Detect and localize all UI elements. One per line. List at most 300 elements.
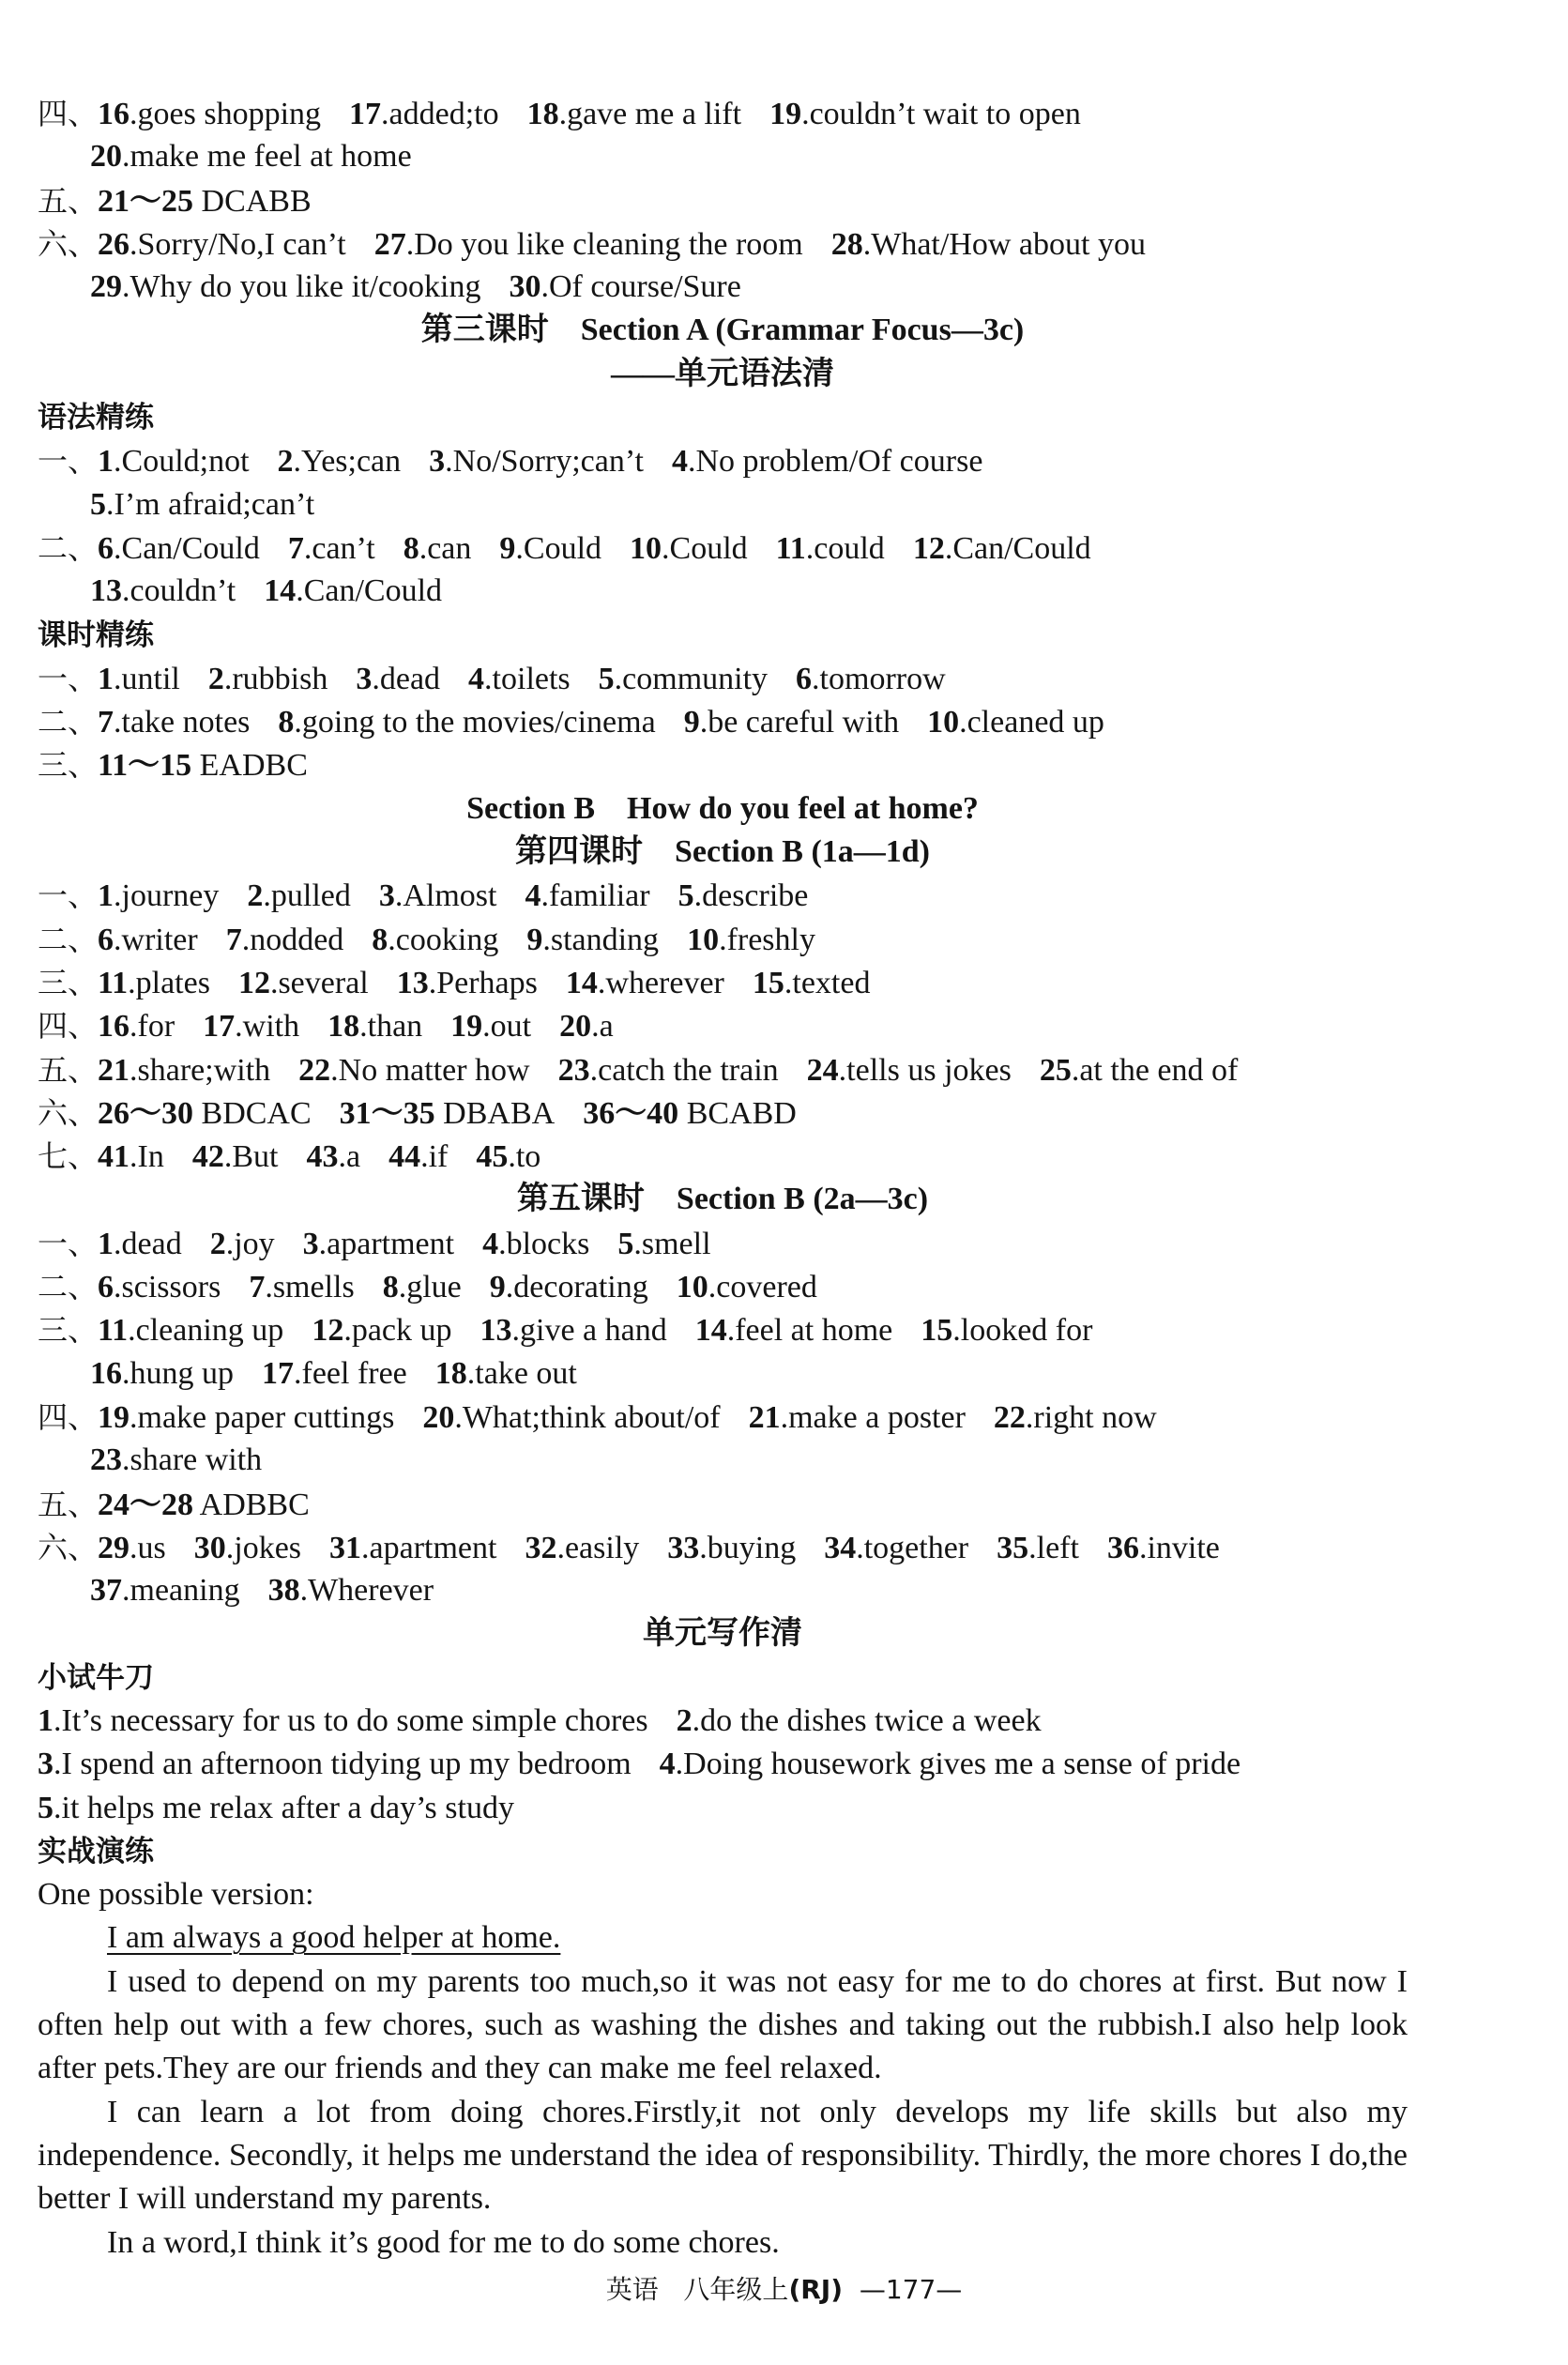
answer-item: [388, 1136, 448, 1179]
answer-number: 11～15: [98, 748, 192, 784]
answer-text: .a: [338, 1139, 361, 1175]
answer-number: 12: [912, 530, 945, 566]
answer-number: 1: [98, 444, 114, 480]
answer-text: .describe: [693, 878, 809, 914]
answer-text: .until: [114, 661, 180, 696]
answer-line: [38, 222, 1408, 266]
answer-number: 5: [90, 486, 106, 522]
answer-item: [98, 1527, 166, 1570]
answer-number: 26: [98, 226, 130, 262]
answer-number: 3: [302, 1226, 319, 1261]
answer-number: 8: [382, 1270, 399, 1305]
answer-line: [38, 1222, 1408, 1265]
question-group-marker: 二、: [38, 704, 99, 740]
answer-number: 45: [476, 1139, 509, 1175]
answer-text: .us: [129, 1530, 166, 1565]
answer-text: .Almost: [394, 878, 497, 914]
answer-text: .jokes: [225, 1530, 302, 1565]
answer-item: [98, 180, 312, 223]
answer-item: [288, 527, 375, 571]
answer-number: 19: [98, 1399, 130, 1435]
answer-item: [687, 919, 815, 962]
page-footer: [0, 2269, 1568, 2307]
answer-number: 16: [98, 97, 130, 131]
answer-item: [769, 93, 1081, 136]
question-group-marker: 二、: [38, 529, 99, 566]
writing-phrase-line: [38, 1743, 1408, 1786]
answer-number: 4: [672, 444, 688, 480]
answer-text: .pack up: [343, 1313, 452, 1349]
answer-text: .glue: [398, 1270, 462, 1305]
subsection-heading: 语法精练: [38, 401, 154, 435]
section-title: 第五课时 Section B (2a—3c): [516, 1182, 929, 1217]
answer-text: .Could: [662, 530, 748, 566]
answer-number: 14: [565, 965, 598, 1000]
answer-number: 41: [98, 1139, 130, 1175]
answer-text: .plates: [128, 965, 210, 1000]
answer-number: 9: [526, 922, 543, 957]
essay-title: I am always a good helper at home.: [107, 1920, 561, 1956]
answer-text: .journey: [114, 878, 220, 914]
answer-number: 2: [247, 878, 264, 914]
answer-text: .added;to: [381, 97, 499, 131]
answer-line: [38, 1308, 1408, 1351]
answer-number: 20: [559, 1009, 592, 1045]
answer-text: .Could;not: [114, 444, 250, 480]
answer-number: 4: [659, 1747, 676, 1782]
answer-item: [98, 1092, 312, 1136]
answer-text: .Can/Could: [114, 530, 260, 566]
question-group-marker: 一、: [38, 443, 99, 480]
answer-item: [672, 440, 982, 483]
answer-text: .Why do you like it/cooking: [122, 269, 481, 305]
answer-text: .pulled: [263, 878, 351, 914]
answer-item: [660, 1743, 1241, 1786]
answer-text: .to: [508, 1139, 541, 1175]
answer-number: 17: [349, 97, 382, 131]
answer-number: 19: [769, 97, 802, 131]
section-title: ——单元语法清: [611, 356, 834, 391]
answer-item: [203, 1005, 299, 1048]
answer-item: [98, 1484, 310, 1527]
question-group-marker: 七、: [38, 1138, 99, 1175]
answer-item: [667, 1527, 796, 1570]
answer-text: .share with: [122, 1442, 263, 1478]
answer-number: 37: [90, 1573, 122, 1609]
answer-line: [38, 1135, 1408, 1178]
answer-text: .I spend an afternoon tidying up my bedroom: [53, 1747, 632, 1782]
answer-item: [468, 658, 571, 701]
answer-number: 9: [489, 1270, 506, 1305]
answer-number: 3: [429, 444, 446, 480]
answer-number: 19: [450, 1009, 483, 1045]
answer-item: [98, 1049, 270, 1092]
answer-text: .invite: [1138, 1530, 1220, 1565]
answer-text: .cleaning up: [128, 1313, 284, 1349]
answer-item: [383, 1266, 462, 1309]
answer-text: BCABD: [678, 1095, 797, 1131]
essay-paragraph: In a word,I think it’s good for me to do some chores.: [107, 2224, 780, 2260]
answer-number: 5: [677, 878, 694, 914]
answer-item: [340, 1092, 556, 1136]
answer-item: [38, 1743, 632, 1786]
answer-text: .Do you like cleaning the room: [405, 226, 803, 262]
answer-number: 31～35: [339, 1095, 435, 1131]
answer-number: 1: [98, 1226, 114, 1261]
answer-number: 9: [683, 705, 700, 740]
answer-number: 11: [98, 965, 129, 1000]
answer-text: .What;think about/of: [454, 1399, 721, 1435]
answer-item: [921, 1309, 1092, 1352]
answer-item: [98, 919, 198, 962]
answer-text: .for: [129, 1009, 175, 1045]
answer-number: 10: [927, 705, 960, 740]
answer-text: .smell: [633, 1226, 711, 1261]
answer-number: 4: [482, 1226, 499, 1261]
answer-item: [527, 93, 741, 136]
answer-item: [90, 135, 412, 178]
answer-item: [98, 875, 219, 918]
answer-line: [38, 1352, 1408, 1396]
answer-text: .joy: [225, 1226, 275, 1261]
answer-item: [913, 527, 1091, 571]
question-group-marker: 四、: [38, 96, 99, 131]
answer-number: 15: [921, 1313, 953, 1349]
answer-item: [831, 223, 1146, 267]
answer-number: 13: [480, 1313, 512, 1349]
question-group-marker: 二、: [38, 1269, 99, 1305]
answer-text: .No/Sorry;can’t: [445, 444, 644, 480]
answer-number: 7: [225, 922, 242, 957]
answer-text: .do the dishes twice a week: [692, 1702, 1042, 1738]
answer-text: .rubbish: [223, 661, 328, 696]
answer-number: 36～40: [583, 1095, 679, 1131]
answer-item: [482, 1223, 589, 1266]
answer-text: .apartment: [318, 1226, 455, 1261]
answer-item: [98, 701, 250, 744]
answer-text: .texted: [784, 965, 871, 1000]
section-title: 第四课时 Section B (1a—1d): [515, 834, 930, 870]
answer-item: [824, 1527, 968, 1570]
answer-number: 14: [694, 1313, 727, 1349]
answer-text: ADBBC: [193, 1487, 310, 1522]
answer-item: [278, 440, 402, 483]
answer-number: 3: [38, 1747, 53, 1782]
answer-text: .together: [856, 1530, 969, 1565]
footer-page-number: —177—: [859, 2274, 963, 2305]
answer-number: 31: [329, 1530, 362, 1565]
answer-line: [38, 1439, 1408, 1482]
answer-text: .give a hand: [511, 1313, 667, 1349]
answer-text: .can’t: [303, 530, 375, 566]
answer-text: .if: [420, 1139, 449, 1175]
answer-text: .wherever: [597, 965, 724, 1000]
answer-number: 5: [38, 1790, 53, 1825]
answer-text: .at the end of: [1071, 1052, 1239, 1088]
answer-text: .Sorry/No,I can’t: [129, 226, 346, 262]
answer-text: .gave me a lift: [558, 97, 742, 131]
answer-text: .can: [419, 530, 472, 566]
answer-item: [695, 1309, 893, 1352]
answer-number: 24～28: [98, 1487, 194, 1522]
answer-text: .could: [805, 530, 885, 566]
answer-number: 2: [207, 661, 224, 696]
essay-paragraph: I used to depend on my parents too much,so it was not easy for me to do chores at first. But now I often help out with a few chores, such as washing the dishes and taking out the rubbish.I also help look after pets.They are our friends and they can make me feel relaxed.: [38, 1963, 1408, 2086]
answer-item: [238, 962, 369, 1005]
answer-text: .In: [129, 1139, 164, 1175]
answer-item: [422, 1396, 720, 1440]
answer-item: [429, 440, 644, 483]
answer-number: 17: [203, 1009, 236, 1045]
answer-item: [194, 1527, 301, 1570]
answer-number: 11: [98, 1313, 129, 1349]
answer-item: [98, 223, 346, 267]
answer-item: [356, 658, 440, 701]
answer-text: .Of course/Sure: [540, 269, 741, 305]
answer-line: [38, 657, 1408, 700]
footer-grade: 八年级上: [683, 2274, 789, 2305]
answer-number: 2: [676, 1702, 693, 1738]
question-group-marker: 三、: [38, 1312, 99, 1349]
answer-number: 2: [277, 444, 294, 480]
answer-item: [379, 875, 497, 918]
answer-text: .No matter how: [330, 1052, 530, 1088]
section-title: 单元写作清: [643, 1616, 802, 1652]
question-group-marker: 六、: [38, 1529, 99, 1565]
answer-number: 21: [748, 1399, 781, 1435]
answer-number: 20: [422, 1399, 455, 1435]
answer-item: [98, 1309, 283, 1352]
answer-text: .smells: [265, 1270, 355, 1305]
answer-text: .goes shopping: [129, 97, 322, 131]
answer-number: 34: [824, 1530, 857, 1565]
answer-line: [38, 743, 1408, 786]
answer-item: [98, 1396, 394, 1440]
answer-text: .But: [223, 1139, 279, 1175]
answer-item: [450, 1005, 531, 1048]
answer-text: .take notes: [114, 705, 251, 740]
section-title: Section B How do you feel at home?: [466, 790, 979, 826]
question-group-marker: 三、: [38, 747, 99, 784]
answer-item: [98, 527, 260, 571]
answer-item: [90, 1439, 262, 1482]
answer-item: [98, 658, 180, 701]
answer-item: [38, 1700, 648, 1743]
answer-item: [98, 440, 250, 483]
answer-item: [98, 1266, 221, 1309]
answer-text: .easily: [556, 1530, 640, 1565]
question-group-marker: 一、: [38, 1225, 99, 1261]
answer-item: [678, 875, 809, 918]
answer-text: .I’m afraid;can’t: [106, 486, 315, 522]
answer-text: .going to the movies/cinema: [294, 705, 656, 740]
answer-item: [927, 701, 1104, 744]
answer-item: [480, 1309, 667, 1352]
answer-text: DCABB: [193, 183, 312, 219]
answer-line: [38, 483, 1408, 526]
answer-number: 14: [264, 573, 297, 609]
answer-text: .cleaned up: [959, 705, 1104, 740]
answer-number: 5: [598, 661, 615, 696]
answer-item: [684, 701, 899, 744]
answer-text: .make a poster: [780, 1399, 966, 1435]
question-group-marker: 二、: [38, 921, 99, 957]
answer-number: 7: [287, 530, 304, 566]
answer-text: .decorating: [505, 1270, 648, 1305]
answer-text: .it helps me relax after a day’s study: [53, 1790, 514, 1825]
answer-text: .make me feel at home: [122, 139, 412, 175]
answer-item: [38, 1787, 514, 1830]
answer-number: 22: [993, 1399, 1026, 1435]
answer-item: [526, 919, 659, 962]
question-group-marker: 五、: [38, 182, 99, 219]
answer-text: .tomorrow: [812, 661, 946, 696]
answer-text: .No problem/Of course: [688, 444, 983, 480]
answer-number: 42: [191, 1139, 224, 1175]
question-group-marker: 四、: [38, 1008, 99, 1045]
answer-item: [247, 875, 350, 918]
answer-number: 1: [38, 1702, 53, 1738]
answer-item: [583, 1092, 797, 1136]
question-group-marker: 五、: [38, 1486, 99, 1522]
question-group-marker: 一、: [38, 660, 99, 696]
answer-number: 18: [434, 1355, 467, 1391]
answer-number: 32: [525, 1530, 557, 1565]
answer-number: 9: [499, 530, 516, 566]
answer-text: .Could: [515, 530, 602, 566]
answer-item: [192, 1136, 279, 1179]
subsection-heading: 课时精练: [38, 618, 154, 652]
answer-item: [327, 1005, 422, 1048]
answer-number: 15: [752, 965, 784, 1000]
answer-line: [38, 918, 1408, 961]
answer-line: [38, 1091, 1408, 1135]
answer-number: 43: [306, 1139, 339, 1175]
answer-text: EADBC: [191, 748, 308, 784]
answer-text: .covered: [708, 1270, 817, 1305]
answer-number: 24: [806, 1052, 839, 1088]
answer-item: [525, 875, 649, 918]
answer-line: [38, 1526, 1408, 1569]
subsection-heading: 实战演练: [38, 1834, 154, 1869]
answer-item: [490, 1266, 648, 1309]
answer-line: [38, 1265, 1408, 1308]
answer-text: DBABA: [434, 1095, 556, 1131]
answer-text: .hung up: [122, 1355, 234, 1391]
answer-number: 10: [687, 922, 720, 957]
answer-number: 17: [262, 1355, 294, 1391]
answer-text: BDCAC: [193, 1095, 312, 1131]
answer-line: [38, 1483, 1408, 1526]
answer-item: [306, 1136, 360, 1179]
answer-text: .familiar: [540, 878, 650, 914]
answer-text: .catch the train: [589, 1052, 779, 1088]
essay-paragraph: I can learn a lot from doing chores.Firstly,it not only develops my life skills but also my independence. Secondly, it helps me understand the idea of responsibility. Thirdly, the more chores I do,the better I will understand my parents.: [38, 2094, 1408, 2217]
answer-number: 1: [98, 661, 114, 696]
question-group-marker: 六、: [38, 1094, 99, 1131]
answer-text: .Wherever: [299, 1573, 434, 1609]
answer-number: 6: [98, 1270, 114, 1305]
answer-text: .out: [482, 1009, 532, 1045]
answer-number: 4: [525, 878, 541, 914]
answer-item: [298, 1049, 529, 1092]
answer-item: [349, 93, 499, 136]
answer-item: [262, 1352, 407, 1396]
answer-item: [374, 223, 803, 267]
answer-number: 16: [98, 1009, 130, 1045]
answer-number: 4: [468, 661, 485, 696]
answer-item: [796, 658, 946, 701]
answer-text: .feel at home: [726, 1313, 893, 1349]
answer-number: 12: [237, 965, 270, 1000]
question-group-marker: 三、: [38, 964, 99, 1000]
answer-number: 35: [997, 1530, 1029, 1565]
answer-item: [278, 701, 655, 744]
answer-number: 12: [312, 1313, 344, 1349]
answer-text: .be careful with: [699, 705, 900, 740]
answer-number: 6: [98, 530, 114, 566]
answer-text: .tells us jokes: [838, 1052, 1012, 1088]
answer-text: .What/How about you: [862, 226, 1146, 262]
footer-subject: 英语: [605, 2274, 659, 2305]
answer-item: [98, 1005, 175, 1048]
answer-number: 3: [378, 878, 395, 914]
answer-item: [499, 527, 601, 571]
answer-line: [38, 1396, 1408, 1439]
answer-text: .looked for: [952, 1313, 1093, 1349]
answer-text: .right now: [1025, 1399, 1157, 1435]
answer-text: .It’s necessary for us to do some simple chores: [53, 1702, 648, 1738]
answer-number: 16: [90, 1355, 122, 1391]
answer-item: [753, 962, 871, 1005]
answer-number: 10: [676, 1270, 708, 1305]
answer-text: .dead: [114, 1226, 182, 1261]
answer-line: [38, 700, 1408, 743]
answer-item: [90, 266, 480, 309]
answer-text: .meaning: [122, 1573, 240, 1609]
answer-number: 1: [98, 878, 114, 914]
answer-number: 10: [630, 530, 662, 566]
answer-number: 21: [98, 1052, 130, 1088]
answer-item: [1107, 1527, 1220, 1570]
answer-number: 33: [667, 1530, 700, 1565]
answer-number: 29: [98, 1530, 130, 1565]
answer-item: [749, 1396, 966, 1440]
answer-item: [558, 1049, 779, 1092]
answer-item: [599, 658, 768, 701]
answer-number: 36: [1106, 1530, 1139, 1565]
answer-number: 6: [98, 922, 114, 957]
answer-text: .couldn’t: [122, 573, 236, 609]
answer-line: [38, 135, 1408, 178]
answer-text: .feel free: [294, 1355, 407, 1391]
answer-text: .blocks: [498, 1226, 590, 1261]
answer-number: 18: [526, 97, 559, 131]
answer-text: .community: [614, 661, 769, 696]
question-group-marker: 四、: [38, 1398, 99, 1435]
answer-number: 2: [209, 1226, 226, 1261]
answer-number: 38: [267, 1573, 300, 1609]
answer-item: [98, 1136, 164, 1179]
answer-text: .cooking: [388, 922, 499, 957]
answer-number: 30: [509, 269, 541, 305]
answer-item: [208, 658, 328, 701]
answer-line: [38, 266, 1408, 309]
answer-number: 27: [373, 226, 406, 262]
answer-line: [38, 179, 1408, 222]
answer-item: [98, 962, 210, 1005]
answer-text: .apartment: [361, 1530, 497, 1565]
